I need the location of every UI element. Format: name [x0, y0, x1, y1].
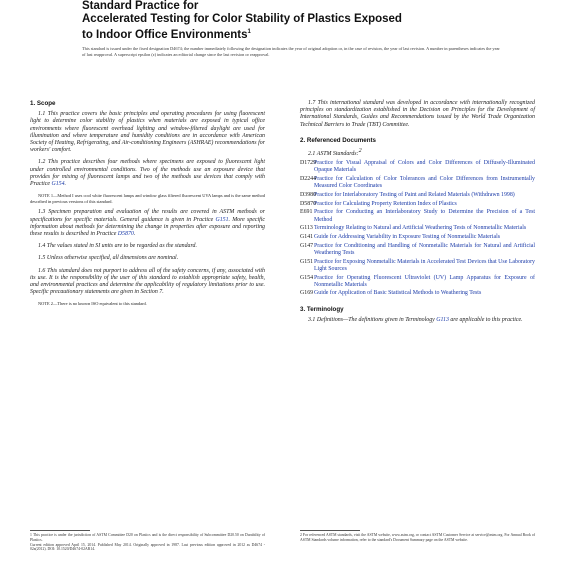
title-line-3: to Indoor Office Environments$^1$: [82, 28, 251, 41]
referenced-standard-item: [300, 201, 535, 208]
standard-code: D3980: [300, 192, 317, 198]
referenced-standard-item: [300, 234, 535, 241]
referenced-standard-item: [300, 209, 535, 223]
standard-code: G151: [300, 258, 314, 265]
referenced-standard-item: [300, 192, 535, 199]
standard-code: G147: [300, 242, 314, 249]
paragraph-1-3: 1.3 Specimen preparation and evaluation of the results are covered in ASTM methods or specifications for specific materials. General guidance is given in Practice G151. More specific information about methods for determining the change in properties after exposure and reporting these results is described in Practice D5870.: [30, 209, 266, 238]
note-1: NOTE 1—Method I uses cool white fluorescent lamps and window glass filtered fluorescent UVA lamps and is the same method described in previous versions of this standard.: [30, 193, 265, 204]
referenced-standard-item: [300, 160, 535, 174]
referenced-standard-item: [300, 290, 535, 297]
ref-link-g151[interactable]: G151: [215, 216, 229, 223]
standard-code: G154: [300, 274, 314, 281]
standard-code: D1729: [300, 160, 317, 167]
footnote-1-edition: Current edition approved April 15, 2014. Published May 2014. Originally approved in 1987. Last previous edition approved in 2012 as D4674 - 02a(2012). DOI: 10.1520/D4674-02AR14.: [30, 542, 265, 552]
standard-code: G169: [300, 290, 314, 297]
designation-notice: This standard is issued under the fixed designation D4674; the number immediately following the designation indicates the year of original adoption or, in the case of revision, the year of last revision. A number in parentheses indicates the year of last reapproval. A superscript epsilon (ε) indicates an editorial change since the last revision or reapproval.: [82, 46, 500, 57]
ref-link-g154[interactable]: G154: [51, 181, 65, 188]
left-column: [30, 100, 265, 312]
paragraph-1-1: 1.1 This practice covers the basic principles and operating procedures for using fluorescent light to determine color stability of plastics when materials are exposed in typical office environments where fluorescent overhead lighting and window-filtered daylight are used for illumination and where temperature and humidity conditions are in accordance with American Society of Heating, Refrigerating, and Air-conditioning Engineers (ASHRAE) recommendations for workers' comfort.: [30, 111, 265, 154]
standard-title-link[interactable]: Practice for Calculating Property Retention Index of Plastics: [314, 200, 457, 207]
astm-standards-subheading: 2.1 ASTM Standards:2: [308, 148, 362, 157]
referenced-standard-item: [300, 275, 535, 289]
footnote-marker-2: 2: [358, 148, 362, 155]
paragraph-1-6: 1.6 This standard does not purport to address all of the safety concerns, if any, associated with its use. It is the responsibility of the user of this standard to establish appropriate safety, health, and environmental practices and determine the applicability of regulatory limitations prior to use. Specific precautionary statements are given in Section 7.: [30, 267, 265, 296]
standard-title-link[interactable]: Practice for Interlaboratory Testing of Paint and Related Materials (Withdrawn 1998): [314, 192, 515, 198]
referenced-standards-list: [300, 160, 535, 297]
standard-title-link[interactable]: Practice for Visual Appraisal of Colors and Color Differences of Diffusely-Illuminated Opaque Materials: [314, 160, 535, 174]
standard-title-link[interactable]: Guide for Addressing Variability in Exposure Testing of Nonmetallic Materials: [314, 234, 501, 241]
note-2: NOTE 2—There is no known ISO equivalent to this standard.: [38, 301, 147, 307]
paragraph-1-4: 1.4 The values stated in SI units are to be regarded as the standard.: [38, 243, 197, 250]
footnote-2: 2 For referenced ASTM standards, visit the ASTM website, www.astm.org, or contact ASTM Customer Service at service@astm.org. For Annual Book of ASTM Standards volume information, refer to the standard's Document Summary page on the ASTM website.: [300, 533, 535, 542]
standard-code: E691: [300, 209, 313, 216]
standard-code: G113: [300, 225, 313, 232]
paragraph-1-7: 1.7 This international standard was developed in accordance with internationally recognized principles on standardization established in the Decision on Principles for the Development of International Standards, Guides and Recommendations issued by the World Trade Organization Technical Barriers to Trade (TBT) Committee.: [300, 100, 535, 128]
footnotes-left: [30, 533, 265, 552]
footnotes-right: [300, 533, 535, 543]
paragraph-3-1: 3.1 Definitions—The definitions given in Terminology G113 are applicable to this practice.: [308, 316, 523, 323]
standard-title-link[interactable]: Practice for Calculation of Color Tolerances and Color Differences from Instrumentally Measured Color Coordinates: [314, 176, 535, 190]
title-line-2: Accelerated Testing for Color Stability of Plastics Exposed: [82, 13, 402, 25]
ref-link-g113[interactable]: G113: [436, 316, 449, 323]
footnote-1: 1 This practice is under the jurisdiction of ASTM Committee D20 on Plastics and is the direct responsibility of Subcommittee D20.50 on Durability of Plastics.: [30, 533, 265, 542]
footnote-rule-left: [30, 530, 90, 531]
right-column: [300, 100, 535, 329]
referenced-standard-item: [300, 243, 535, 257]
referenced-standard-item: [300, 259, 535, 273]
standard-title-link[interactable]: Practice for Exposing Nonmetallic Materials in Accelerated Test Devices that Use Laboratory Light Sources: [314, 258, 535, 272]
document-title: [82, 0, 522, 42]
standard-code: G141: [300, 234, 314, 241]
standard-title-link[interactable]: Practice for Operating Fluorescent Ultraviolet (UV) Lamp Apparatus for Exposure of Nonmetallic Materials: [314, 274, 535, 288]
standard-code: D5870: [300, 200, 317, 207]
standard-title-link[interactable]: Guide for Application of Basic Statistical Methods to Weathering Tests: [314, 290, 482, 297]
standard-code: D2244: [300, 176, 317, 183]
referenced-standard-item: [300, 225, 535, 232]
paragraph-1-5: 1.5 Unless otherwise specified, all dimensions are nominal.: [38, 255, 179, 262]
title-line-1: Standard Practice for: [82, 0, 199, 12]
standard-title-link[interactable]: Practice for Conducting an Interlaboratory Study to Determine the Precision of a Test Method: [314, 209, 535, 223]
standard-title-link[interactable]: Practice for Conditioning and Handling of Nonmetallic Materials for Natural and Artificial Weathering Tests: [314, 242, 535, 256]
section-heading-terminology: 3. Terminology: [300, 305, 344, 313]
paragraph-1-2: 1.2 This practice describes four methods where specimens are exposed to fluorescent light under controlled environmental conditions. Two of the methods use an exposure device that provides for mixing of fluorescent lamps and two of the methods use devices that comply with Practice G154.: [30, 159, 265, 188]
section-heading-referenced-documents: 2. Referenced Documents: [300, 136, 376, 144]
title-footnote-marker: 1: [247, 29, 251, 35]
section-heading-scope: 1. Scope: [30, 100, 56, 107]
standard-title-link[interactable]: Terminology Relating to Natural and Artificial Weathering Tests of Nonmetallic Materials: [314, 225, 527, 232]
ref-link-d5870[interactable]: D5870: [117, 231, 134, 238]
referenced-standard-item: [300, 176, 535, 190]
footnote-rule-right: [300, 530, 360, 531]
